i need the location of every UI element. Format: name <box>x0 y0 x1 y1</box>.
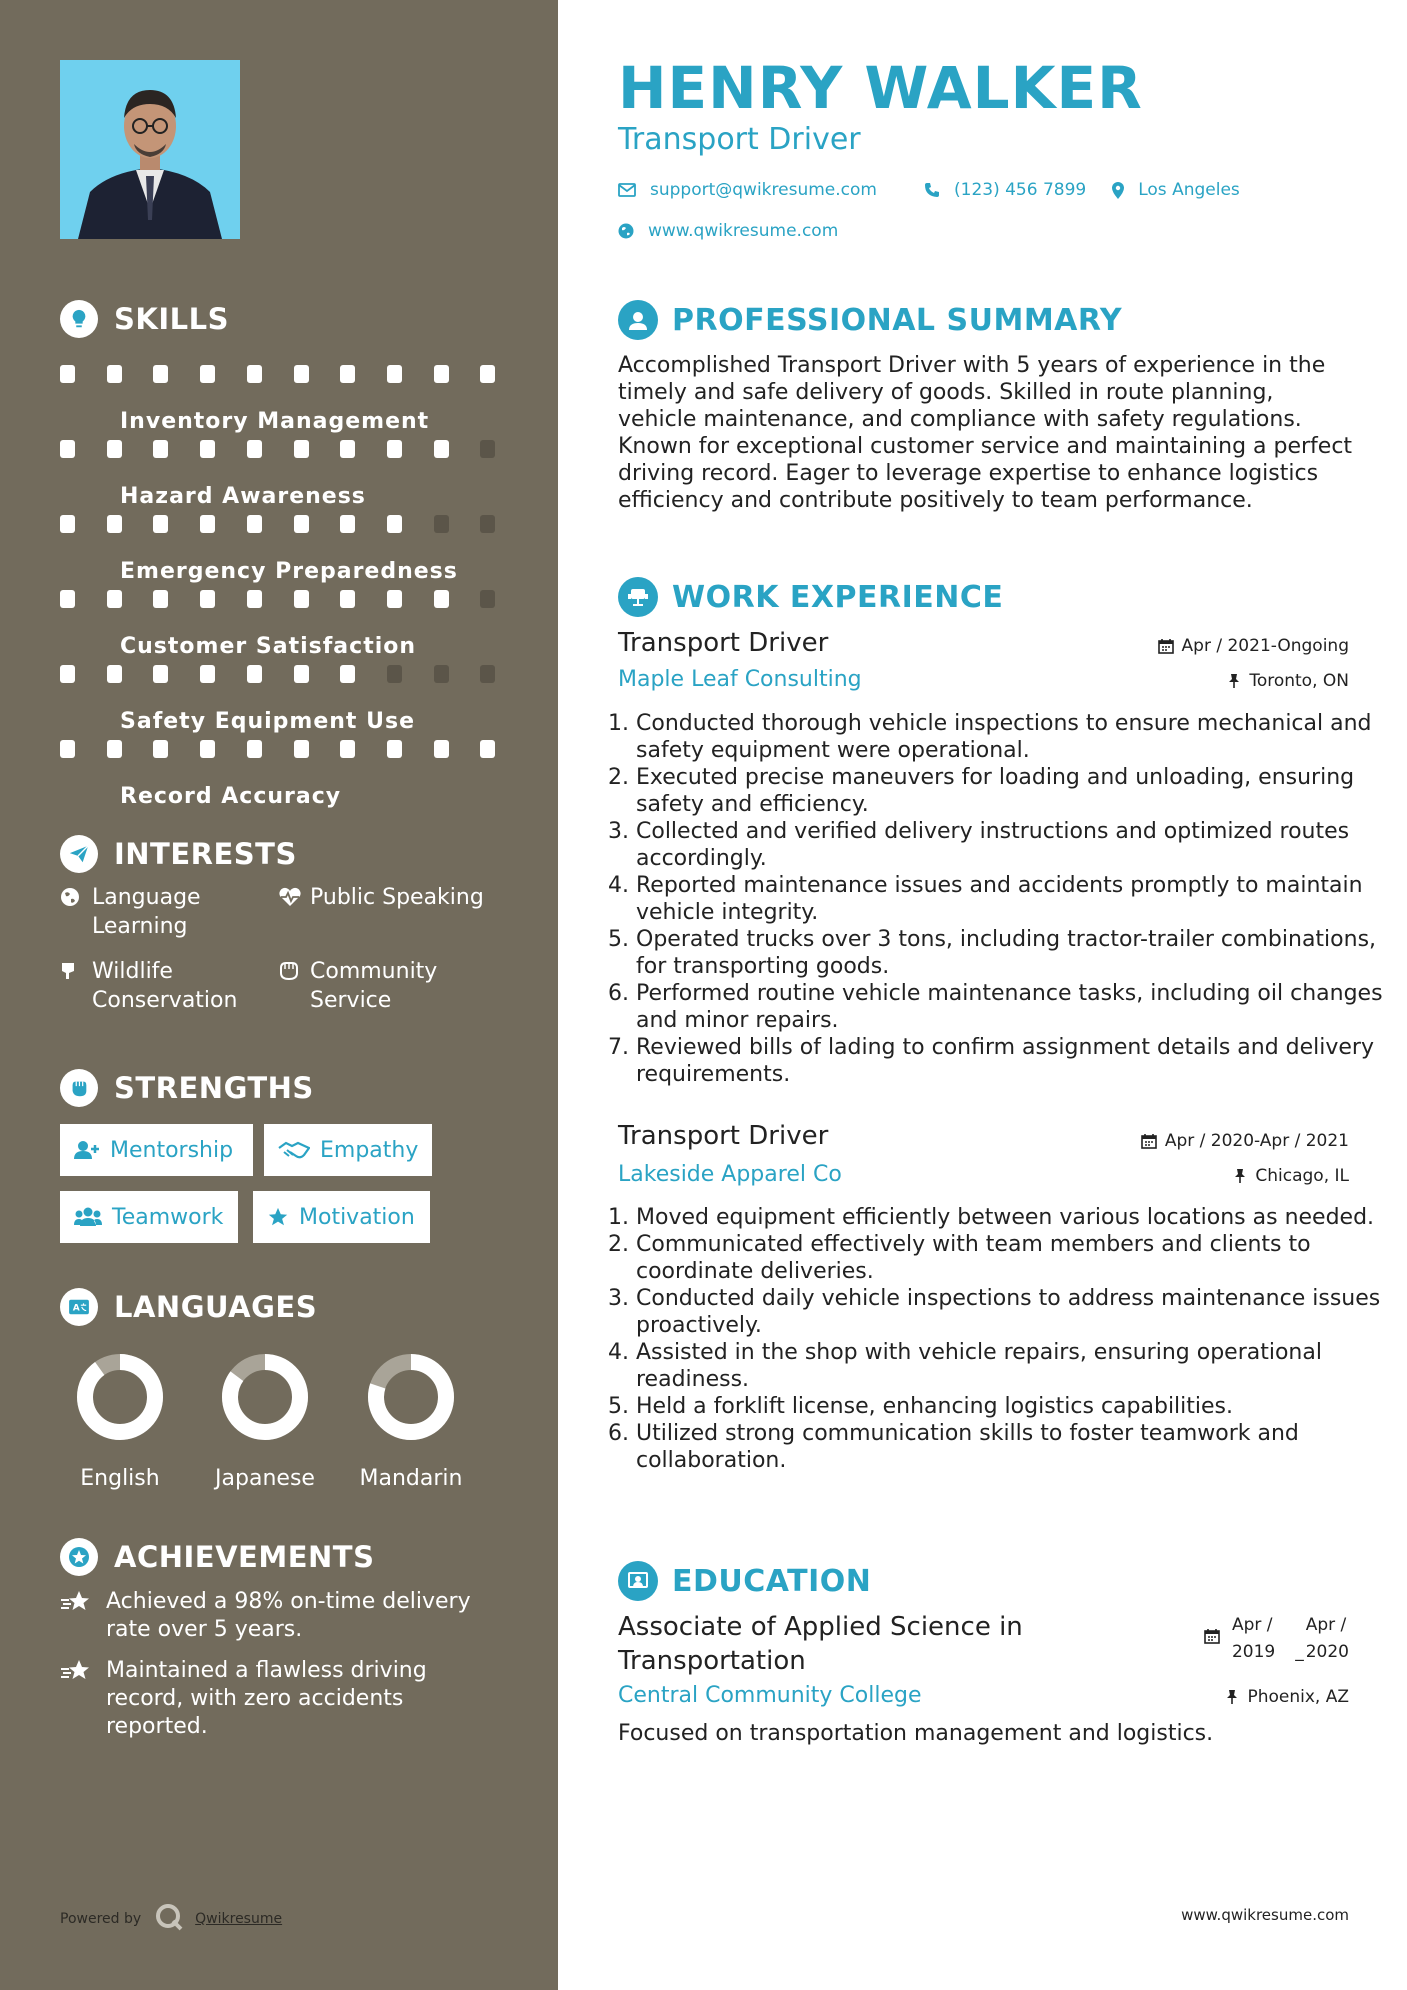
phone-text: (123) 456 7899 <box>954 180 1087 200</box>
job-location-text: Toronto, ON <box>1249 671 1349 691</box>
donut-fill <box>85 1362 155 1432</box>
language-name: Mandarin <box>359 1466 463 1491</box>
skill-item <box>60 503 500 584</box>
summary-text: Accomplished Transport Driver with 5 years of experience in the timely and safe delivery of goods. Skilled in route planning, vehicle maintenance, and compliance with safety regulations. Known for exceptional customer service and maintaining a perfect driving record. Eager to leverage expertise to enhance logistics efficiency and contribute positively to team performance. <box>618 353 1353 513</box>
footer-url[interactable]: www.qwikresume.com <box>1181 1906 1349 1924</box>
qwikresume-link[interactable]: Qwikresume <box>195 1911 283 1927</box>
end-month: Apr / <box>1305 1615 1347 1635</box>
strength-chip <box>60 1124 253 1176</box>
fist-icon <box>60 1069 98 1107</box>
job-bullets <box>608 1204 1396 1474</box>
language-level-donut <box>366 1352 456 1442</box>
job-bullet: 7. Reviewed bills of lading to confirm assignment details and delivery requirements. <box>636 1034 1396 1088</box>
rating-dot <box>153 590 168 608</box>
rating-dot <box>294 740 309 758</box>
education-description: Focused on transportation management and logistics. <box>618 1721 1214 1746</box>
rating-dot <box>294 590 309 608</box>
job-dates <box>1158 636 1349 656</box>
interest-item <box>60 883 201 941</box>
degree-line1: Associate of Applied Science in <box>618 1612 1023 1642</box>
summary-heading <box>618 300 1122 340</box>
company-name: Maple Leaf Consulting <box>618 667 862 692</box>
achievement-text: Achieved a 98% on-time delivery rate over 5 years. <box>106 1589 471 1642</box>
paw-icon <box>60 957 84 1015</box>
rating-dot <box>247 365 262 383</box>
rating-dot <box>294 665 309 683</box>
contact-website[interactable] <box>618 221 838 241</box>
rating-dot <box>294 440 309 458</box>
interest-label: Community <box>310 959 438 984</box>
rating-dot <box>434 665 449 683</box>
rating-dot <box>340 740 355 758</box>
pushpin-icon <box>1225 1689 1239 1705</box>
users-icon <box>74 1207 102 1227</box>
hands-icon <box>278 957 302 1015</box>
heartbeat-icon <box>278 883 302 915</box>
achievement-text: Maintained a flawless driving record, with zero accidents reported. <box>106 1658 427 1739</box>
job-bullets <box>608 710 1396 1088</box>
powered-by <box>60 1903 282 1935</box>
qwikresume-logo-icon <box>155 1903 183 1935</box>
start-month: Apr / <box>1231 1615 1273 1635</box>
strength-label: Teamwork <box>112 1204 224 1230</box>
skill-rating <box>60 440 500 458</box>
user-plus-icon <box>74 1140 100 1160</box>
skill-item <box>60 353 500 434</box>
calendar-icon <box>1141 1133 1157 1149</box>
interests-title: INTERESTS <box>114 837 297 871</box>
svg-text:A: A <box>72 1303 80 1314</box>
degree-title <box>618 1610 1023 1678</box>
education-dates <box>1204 1612 1349 1666</box>
job-title: Transport Driver <box>618 1121 829 1151</box>
map-pin-icon <box>1112 182 1124 199</box>
company-name: Lakeside Apparel Co <box>618 1162 842 1187</box>
interest-label: Wildlife <box>92 959 173 984</box>
skills-heading <box>60 300 229 338</box>
rating-dot <box>434 515 449 533</box>
strength-label: Empathy <box>320 1137 419 1163</box>
skill-name: Customer Satisfaction <box>120 634 417 659</box>
interest-label-line2: Learning <box>92 914 188 939</box>
strength-label: Motivation <box>299 1204 415 1230</box>
paper-plane-icon <box>60 835 98 873</box>
strength-chip <box>253 1191 430 1243</box>
rating-dot <box>387 365 402 383</box>
skill-item <box>60 728 500 809</box>
rating-dot <box>60 665 75 683</box>
rating-dot <box>480 740 495 758</box>
rating-dot <box>387 515 402 533</box>
skill-item <box>60 578 500 659</box>
rating-dot <box>247 515 262 533</box>
rating-dot <box>60 365 75 383</box>
skills-title: SKILLS <box>114 302 229 336</box>
job-location-text: Chicago, IL <box>1255 1166 1349 1186</box>
languages-title: LANGUAGES <box>114 1290 318 1324</box>
medal-star-icon <box>60 1538 98 1576</box>
profile-photo <box>60 60 240 239</box>
education-heading <box>618 1561 871 1601</box>
language-level-donut <box>75 1352 165 1442</box>
end-year: 2020 <box>1305 1642 1349 1662</box>
rating-dot <box>107 740 122 758</box>
rating-dot <box>480 590 495 608</box>
sidebar <box>0 0 558 1990</box>
rating-dot <box>200 515 215 533</box>
interest-label-line2: Conservation <box>92 988 238 1013</box>
globe-icon <box>618 223 634 239</box>
skill-rating <box>60 365 500 383</box>
rating-dot <box>340 665 355 683</box>
interest-item <box>278 957 437 1015</box>
rating-dot <box>107 515 122 533</box>
rating-dot <box>434 590 449 608</box>
language-item <box>351 1352 471 1491</box>
rating-dot <box>247 590 262 608</box>
job-bullet: 4. Assisted in the shop with vehicle repairs, ensuring operational readiness. <box>636 1339 1396 1393</box>
rating-dot <box>60 440 75 458</box>
rating-dot <box>387 590 402 608</box>
skill-rating <box>60 740 500 758</box>
rating-dot <box>60 740 75 758</box>
job-bullet: 5. Held a forklift license, enhancing logistics capabilities. <box>636 1393 1396 1420</box>
handshake-icon <box>278 1140 310 1160</box>
rating-dot <box>200 365 215 383</box>
pushpin-icon <box>1227 673 1241 689</box>
email-text: support@qwikresume.com <box>650 180 877 200</box>
rating-dot <box>387 440 402 458</box>
dash: _ <box>1295 1642 1304 1662</box>
rating-dot <box>200 665 215 683</box>
star-award-icon <box>60 1657 94 1741</box>
achievement-item <box>60 1657 480 1741</box>
skill-rating <box>60 665 500 683</box>
main-content <box>558 0 1407 1990</box>
rating-dot <box>107 365 122 383</box>
rating-dot <box>294 515 309 533</box>
rating-dot <box>480 665 495 683</box>
rating-dot <box>200 440 215 458</box>
contact-phone[interactable] <box>924 180 1240 200</box>
rating-dot <box>434 440 449 458</box>
strengths-heading <box>60 1069 314 1107</box>
language-icon <box>60 1288 98 1326</box>
phone-icon <box>924 182 940 198</box>
contact-email[interactable] <box>618 180 877 200</box>
rating-dot <box>340 365 355 383</box>
skill-name: Record Accuracy <box>120 784 342 809</box>
rating-dot <box>340 440 355 458</box>
rating-dot <box>434 740 449 758</box>
job-bullet: 6. Performed routine vehicle maintenance tasks, including oil changes and minor repairs. <box>636 980 1396 1034</box>
job-bullet: 4. Reported maintenance issues and accidents promptly to maintain vehicle integrity. <box>636 872 1396 926</box>
rating-dot <box>480 515 495 533</box>
skill-item <box>60 428 500 509</box>
rating-dot <box>247 740 262 758</box>
rating-dot <box>247 440 262 458</box>
job-location <box>1227 671 1349 691</box>
job-dates-text: Apr / 2020-Apr / 2021 <box>1164 1131 1349 1151</box>
education-location <box>1225 1687 1349 1707</box>
strength-label: Mentorship <box>110 1137 234 1163</box>
interest-item <box>60 957 237 1015</box>
graduate-icon <box>618 1561 658 1601</box>
summary-title: PROFESSIONAL SUMMARY <box>672 302 1123 338</box>
skill-name: Hazard Awareness <box>120 484 366 509</box>
rating-dot <box>387 740 402 758</box>
job-bullet: 3. Collected and verified delivery instructions and optimized routes accordingly. <box>636 818 1396 872</box>
school-name: Central Community College <box>618 1683 922 1708</box>
rating-dot <box>387 665 402 683</box>
interest-label: Language <box>92 885 201 910</box>
briefcase-icon <box>618 577 658 617</box>
person-portrait <box>60 60 240 239</box>
education-end <box>1306 1612 1349 1666</box>
website-text: www.qwikresume.com <box>648 221 839 241</box>
strength-chip <box>264 1124 432 1176</box>
achievements-heading <box>60 1538 374 1576</box>
user-circle-icon <box>618 300 658 340</box>
rating-dot <box>153 365 168 383</box>
interest-label-line2: Service <box>310 988 392 1013</box>
achievements-title: ACHIEVEMENTS <box>114 1540 375 1574</box>
education-start <box>1232 1612 1275 1666</box>
calendar-icon <box>1204 1612 1220 1644</box>
degree-line2: Transportation <box>618 1646 806 1676</box>
strengths-title: STRENGTHS <box>114 1071 314 1105</box>
job-bullet: 6. Utilized strong communication skills to foster teamwork and collaboration. <box>636 1420 1396 1474</box>
rating-dot <box>434 365 449 383</box>
rating-dot <box>107 590 122 608</box>
language-item <box>205 1352 325 1491</box>
star-icon <box>267 1206 289 1228</box>
candidate-title: Transport Driver <box>618 122 861 157</box>
candidate-name: HENRY WALKER <box>618 54 1143 122</box>
rating-dot <box>480 365 495 383</box>
language-name: Japanese <box>215 1466 315 1491</box>
rating-dot <box>60 590 75 608</box>
rating-dot <box>60 515 75 533</box>
rating-dot <box>200 590 215 608</box>
achievement-item <box>60 1588 480 1644</box>
calendar-icon <box>1158 638 1174 654</box>
location-text: Los Angeles <box>1138 180 1240 200</box>
interest-item <box>278 883 484 915</box>
rating-dot <box>294 365 309 383</box>
rating-dot <box>480 440 495 458</box>
rating-dot <box>247 665 262 683</box>
pushpin-icon <box>1233 1168 1247 1184</box>
strength-chip <box>60 1191 238 1243</box>
start-year: 2019 <box>1231 1642 1276 1662</box>
powered-by-label: Powered by <box>60 1911 142 1927</box>
language-level-donut <box>220 1352 310 1442</box>
skill-rating <box>60 590 500 608</box>
job-bullet: 2. Communicated effectively with team members and clients to coordinate deliveries. <box>636 1231 1396 1285</box>
interests-heading <box>60 835 297 873</box>
globe-icon <box>60 883 84 941</box>
job-bullet: 2. Executed precise maneuvers for loading and unloading, ensuring safety and efficiency. <box>636 764 1396 818</box>
languages-heading <box>60 1288 317 1326</box>
language-item <box>60 1352 180 1491</box>
job-dates-text: Apr / 2021-Ongoing <box>1181 636 1349 656</box>
rating-dot <box>153 740 168 758</box>
language-name: English <box>80 1466 160 1491</box>
rating-dot <box>153 440 168 458</box>
star-award-icon <box>60 1588 94 1644</box>
rating-dot <box>200 740 215 758</box>
rating-dot <box>107 440 122 458</box>
education-location-text: Phoenix, AZ <box>1247 1687 1349 1707</box>
job-bullet: 1. Conducted thorough vehicle inspections to ensure mechanical and safety equipment were operational. <box>636 710 1396 764</box>
rating-dot <box>340 590 355 608</box>
skill-name: Safety Equipment Use <box>120 709 415 734</box>
envelope-icon <box>618 183 636 197</box>
rating-dot <box>153 515 168 533</box>
skill-name: Emergency Preparedness <box>120 559 458 584</box>
job-location <box>1233 1166 1349 1186</box>
interest-label: Public Speaking <box>310 885 484 910</box>
skill-item <box>60 653 500 734</box>
skill-rating <box>60 515 500 533</box>
rating-dot <box>153 665 168 683</box>
job-bullet: 5. Operated trucks over 3 tons, including tractor-trailer combinations, for transporting goods. <box>636 926 1396 980</box>
experience-heading <box>618 577 1003 617</box>
rating-dot <box>340 515 355 533</box>
job-bullet: 1. Moved equipment efficiently between various locations as needed. <box>636 1204 1396 1231</box>
lightbulb-icon <box>60 300 98 338</box>
rating-dot <box>107 665 122 683</box>
job-dates <box>1141 1131 1349 1151</box>
skill-name: Inventory Management <box>120 409 430 434</box>
experience-title: WORK EXPERIENCE <box>672 579 1004 615</box>
job-title: Transport Driver <box>618 628 829 658</box>
education-title: EDUCATION <box>672 1563 872 1599</box>
job-bullet: 3. Conducted daily vehicle inspections to address maintenance issues proactively. <box>636 1285 1396 1339</box>
